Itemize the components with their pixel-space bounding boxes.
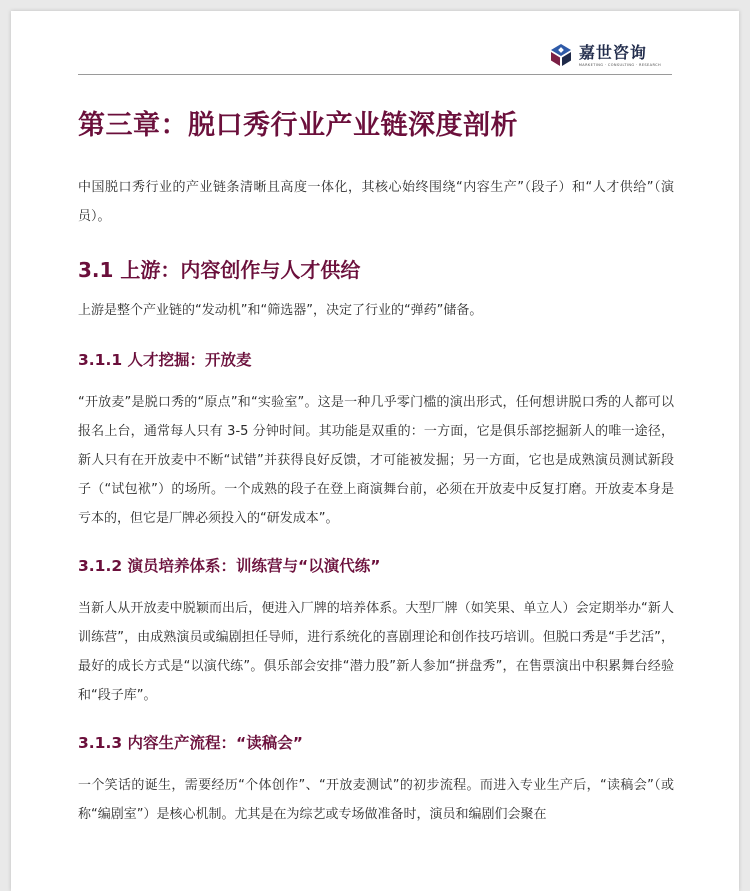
section-3-1-3-heading: 3.1.3 内容生产流程：“读稿会” (78, 734, 303, 752)
section-3-1-3-paragraph: 一个笑话的诞生，需要经历“个体创作”、“开放麦测试”的初步流程。而进入专业生产后，“读稿会”（或称“编剧室”）是核心机制。尤其是在为综艺或专场做准备时，演员和编剧们会聚在 (78, 778, 674, 822)
section-3-1-heading: 3.1 上游：内容创作与人才供给 (78, 258, 361, 282)
chapter-title: 第三章：脱口秀行业产业链深度剖析 (78, 110, 518, 141)
section-3-1-2-heading: 3.1.2 演员培养体系：训练营与“以演代练” (78, 557, 381, 575)
section-3-1-1-paragraph: “开放麦”是脱口秀的“原点”和“实验室”。这是一种几乎零门槛的演出形式，任何想讲脱口秀的人都可以报名上台，通常每人只有 3-5 分钟时间。其功能是双重的：一方面，它是俱乐部挖掘新人的唯一途径，新人只有在开放麦中不断“试错”并获得良好反馈，才可能被发掘；另一方面，它也是成熟演员测试新段子（“试包袱”）的场所。一个成熟的段子在登上商演舞台前，必须在开放麦中反复打磨。开放麦本身是亏本的，但它是厂牌必须投入的“研发成本”。 (78, 395, 674, 526)
section-3-1-2-paragraph: 当新人从开放麦中脱颖而出后，便进入厂牌的培养体系。大型厂牌（如笑果、单立人）会定期举办“新人训练营”，由成熟演员或编剧担任导师，进行系统化的喜剧理论和创作技巧培训。但脱口秀是“手艺活”，最好的成长方式是“以演代练”。俱乐部会安排“潜力股”新人参加“拼盘秀”，在售票演出中积累舞台经验和“段子库”。 (78, 601, 674, 703)
header-divider (78, 74, 672, 75)
chapter-intro-paragraph: 中国脱口秀行业的产业链条清晰且高度一体化，其核心始终围绕“内容生产”（段子）和“人才供给”（演员）。 (78, 180, 674, 224)
company-tagline: MARKETING · CONSULTING · RESEARCH (578, 62, 661, 67)
company-logo (549, 43, 661, 67)
company-name: 嘉世咨询 (578, 42, 647, 62)
company-logo-text (579, 44, 661, 67)
document-content (78, 109, 674, 829)
section-3-1-1-heading: 3.1.1 人才挖掘：开放麦 (78, 351, 252, 369)
section-3-1-intro-paragraph: 上游是整个产业链的“发动机”和“筛选器”，决定了行业的“弹药”储备。 (78, 303, 483, 318)
company-logo-mark-icon (549, 43, 573, 67)
document-page (11, 11, 739, 891)
